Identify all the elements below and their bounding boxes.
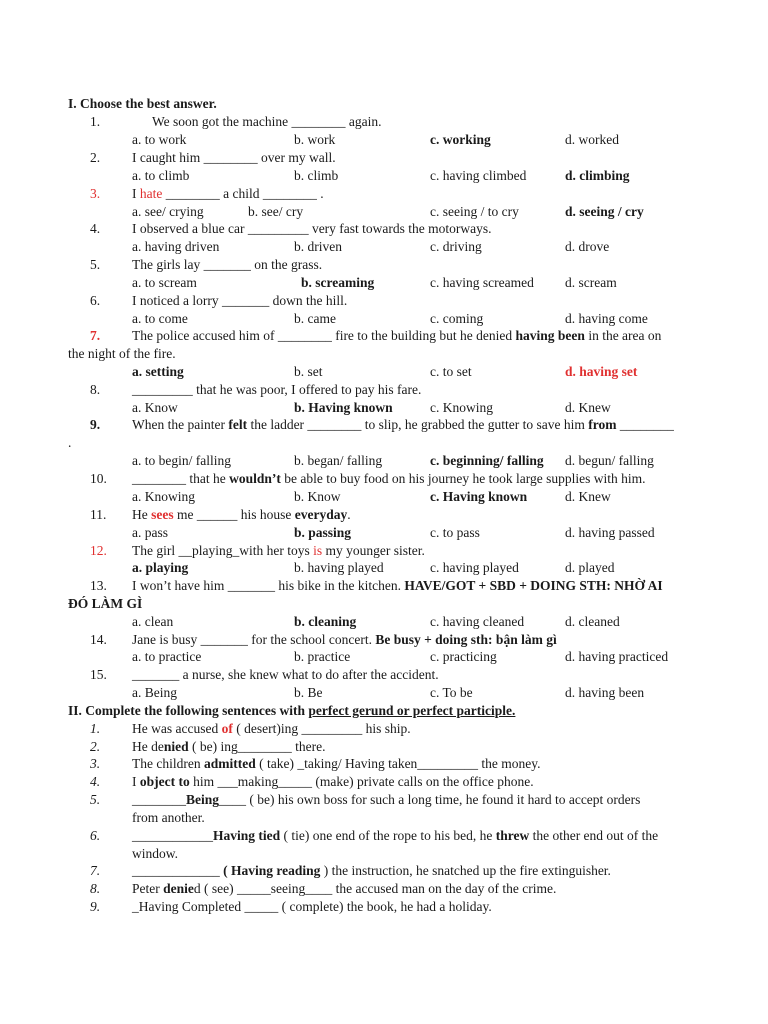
s2-item-3-text: The children admitted ( take) _taking/ Having taken_________ the money. (132, 756, 541, 771)
q9-stem: When the painter felt the ladder ________ to slip, he grabbed the gutter to save him from ________ (132, 417, 674, 432)
q1-number: 1. (90, 114, 101, 129)
s2-item-2-text: He denied ( be) ing________ there. (132, 739, 326, 754)
q12-option-c: c. having played (430, 560, 519, 575)
q11-option-c: c. to pass (430, 525, 480, 540)
q2-option-d: d. climbing (565, 168, 630, 183)
s2-item-8-number: 8. (90, 881, 101, 896)
q5-option-c: c. having screamed (430, 275, 534, 290)
s2-item-5-text: ________Being____ ( be) his own boss for such a long time, he found it hard to accept orders (132, 792, 641, 807)
q3-option-c: c. seeing / to cry (430, 204, 519, 219)
s2-item-6-number: 6. (90, 828, 101, 843)
q6-option-d: d. having come (565, 311, 648, 326)
q14-number: 14. (90, 632, 107, 647)
q15-option-b: b. Be (294, 685, 323, 700)
q13-stem: I won’t have him _______ his bike in the kitchen. HAVE/GOT + SBD + DOING STH: NHỜ AI (132, 578, 663, 593)
q14-option-a: a. to practice (132, 649, 202, 664)
q5-option-d: d. scream (565, 275, 617, 290)
q3-option-b: b. see/ cry (248, 204, 304, 219)
s2-item-2-number: 2. (90, 739, 101, 754)
s2-item-3-number: 3. (90, 756, 101, 771)
q11-option-d: d. having passed (565, 525, 655, 540)
q12-stem: The girl __playing_with her toys is my younger sister. (132, 543, 425, 558)
q1-option-b: b. work (294, 132, 336, 147)
q5-stem: The girls lay _______ on the grass. (132, 257, 323, 272)
q2-stem: I caught him ________ over my wall. (132, 150, 336, 165)
q2-option-c: c. having climbed (430, 168, 527, 183)
s2-item-4-number: 4. (90, 774, 101, 789)
q4-option-a: a. having driven (132, 239, 220, 254)
q9-option-a: a. to begin/ falling (132, 453, 231, 468)
q13-option-a: a. clean (132, 614, 174, 629)
s2-item-6-text: ____________Having tied ( tie) one end of the rope to his bed, he threw the other end out of the (132, 828, 659, 843)
q1-stem: We soon got the machine ________ again. (152, 114, 382, 129)
s2-item-1-text: He was accused of ( desert)ing _________ his ship. (132, 721, 411, 736)
s2-item-5-continued: from another. (132, 810, 205, 825)
q13-number: 13. (90, 578, 107, 593)
q14-stem: Jane is busy _______ for the school concert. Be busy + doing sth: bận làm gì (132, 632, 557, 647)
q7-option-d: d. having set (565, 364, 638, 379)
q10-option-c: c. Having known (430, 489, 528, 504)
q2-option-b: b. climb (294, 168, 339, 183)
s2-item-5-number: 5. (90, 792, 101, 807)
s2-item-7-number: 7. (90, 863, 101, 878)
q6-stem: I noticed a lorry _______ down the hill. (132, 293, 348, 308)
q8-stem: _________ that he was poor, I offered to pay his fare. (132, 382, 422, 397)
q5-number: 5. (90, 257, 101, 272)
q3-stem: I hate ________ a child ________ . (132, 186, 324, 201)
q7-number: 7. (90, 328, 101, 343)
q4-option-d: d. drove (565, 239, 610, 254)
q13-stem-continued: ĐÓ LÀM GÌ (68, 596, 143, 611)
q7-option-a: a. setting (132, 364, 184, 379)
q10-stem: ________ that he wouldn’t be able to buy food on his journey he took large supplies with him. (132, 471, 646, 486)
q7-option-c: c. to set (430, 364, 472, 379)
q8-number: 8. (90, 382, 101, 397)
q15-stem: _______ a nurse, she knew what to do after the accident. (132, 667, 439, 682)
q6-option-a: a. to come (132, 311, 188, 326)
q6-option-b: b. came (294, 311, 336, 326)
s2-item-4-text: I object to him ___making_____ (make) private calls on the office phone. (132, 774, 534, 789)
q8-option-b: b. Having known (294, 400, 393, 415)
q4-option-b: b. driven (294, 239, 342, 254)
s2-item-9-number: 9. (90, 899, 101, 914)
q1-option-c: c. working (430, 132, 491, 147)
q12-option-a: a. playing (132, 560, 189, 575)
q7-option-b: b. set (294, 364, 323, 379)
q5-option-a: a. to scream (132, 275, 197, 290)
q3-number: 3. (90, 186, 101, 201)
q4-number: 4. (90, 221, 101, 236)
q9-stem-continued: . (68, 435, 72, 450)
q11-number: 11. (90, 507, 107, 522)
q10-option-b: b. Know (294, 489, 341, 504)
s2-item-7-text: _____________ ( Having reading ) the instruction, he snatched up the fire extinguisher. (132, 863, 611, 878)
q15-number: 15. (90, 667, 107, 682)
q1-option-d: d. worked (565, 132, 619, 147)
section-2-title: II. Complete the following sentences with perfect gerund or perfect participle. (68, 703, 516, 718)
q9-option-b: b. began/ falling (294, 453, 383, 468)
s2-item-8-text: Peter denied ( see) _____seeing____ the accused man on the day of the crime. (132, 881, 557, 896)
q12-option-d: d. played (565, 560, 615, 575)
q15-option-a: a. Being (132, 685, 177, 700)
q10-option-d: d. Knew (565, 489, 611, 504)
section-1-title: I. Choose the best answer. (68, 96, 217, 111)
q9-number: 9. (90, 417, 101, 432)
q2-number: 2. (90, 150, 101, 165)
q6-number: 6. (90, 293, 101, 308)
q7-stem-continued: the night of the fire. (68, 346, 176, 361)
q8-option-d: d. Knew (565, 400, 611, 415)
q12-number: 12. (90, 543, 107, 558)
q3-option-a: a. see/ crying (132, 204, 204, 219)
q7-stem: The police accused him of ________ fire to the building but he denied having been in the area on (132, 328, 662, 343)
q15-option-c: c. To be (430, 685, 473, 700)
q12-option-b: b. having played (294, 560, 384, 575)
q13-option-c: c. having cleaned (430, 614, 525, 629)
s2-item-9-text: _Having Completed _____ ( complete) the book, he had a holiday. (132, 899, 492, 914)
q2-option-a: a. to climb (132, 168, 190, 183)
s2-item-1-number: 1. (90, 721, 101, 736)
q11-stem: He sees me ______ his house everyday. (132, 507, 351, 522)
q10-number: 10. (90, 471, 107, 486)
q9-option-d: d. begun/ falling (565, 453, 654, 468)
q15-option-d: d. having been (565, 685, 645, 700)
q5-option-b: b. screaming (301, 275, 375, 290)
q11-option-b: b. passing (294, 525, 352, 540)
q4-option-c: c. driving (430, 239, 482, 254)
q13-option-d: d. cleaned (565, 614, 620, 629)
q10-option-a: a. Knowing (132, 489, 195, 504)
q13-option-b: b. cleaning (294, 614, 357, 629)
q14-option-c: c. practicing (430, 649, 497, 664)
q8-option-c: c. Knowing (430, 400, 493, 415)
s2-item-6-continued: window. (132, 846, 178, 861)
q4-stem: I observed a blue car _________ very fast towards the motorways. (132, 221, 492, 236)
q9-option-c: c. beginning/ falling (430, 453, 544, 468)
q3-option-d: d. seeing / cry (565, 204, 644, 219)
q8-option-a: a. Know (132, 400, 178, 415)
q11-option-a: a. pass (132, 525, 168, 540)
q14-option-d: d. having practiced (565, 649, 669, 664)
q14-option-b: b. practice (294, 649, 351, 664)
q6-option-c: c. coming (430, 311, 484, 326)
q1-option-a: a. to work (132, 132, 187, 147)
